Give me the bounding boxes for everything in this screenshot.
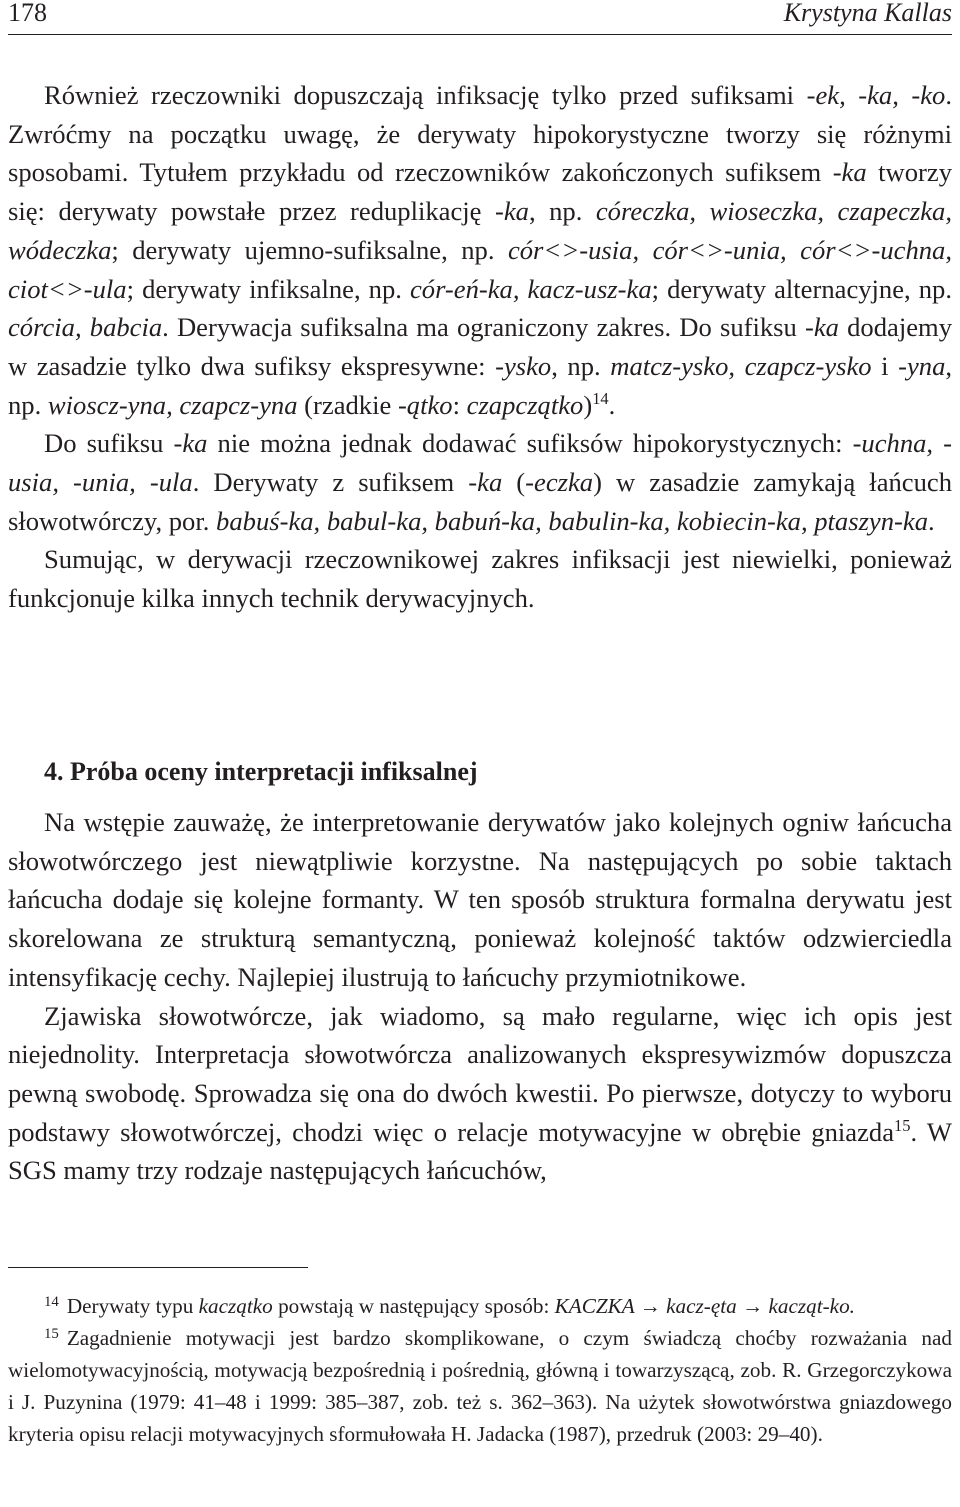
body-upper	[8, 76, 952, 618]
footnote-ref-14[interactable]: 14	[592, 388, 609, 408]
paragraph-3: Sumując, w derywacji rzeczownikowej zakres infiksacji jest niewielki, ponieważ funkcjonuje kilka innych technik derywacyjnych.	[8, 544, 952, 614]
footnote-separator	[8, 1267, 308, 1268]
footnotes	[8, 1290, 952, 1450]
footnote-number: 15	[44, 1326, 59, 1343]
section-title: Próba oceny interpretacji infiksalnej	[70, 757, 478, 786]
paragraph-2: Do sufiksu -ka nie można jednak dodawać sufiksów hipokorystycznych: -uchna, -usia, -unia, -ula. Derywaty z sufiksem -ka (-eczka) w zasadzie zamykają łańcuch słowotwórczy, por. babuś-ka, babul-ka, babuń-ka, babulin-ka, kobiecin-ka, ptaszyn-ka.	[8, 428, 952, 536]
paragraph-1: Również rzeczowniki dopuszczają infiksację tylko przed sufiksami -ek, -ka, -ko. Zwróćmy na początku uwagę, że derywaty hipokorystyczne tworzy się różnymi sposobami. Tytułem przykładu od rzeczowników zakończonych sufiksem -ka tworzy się: derywaty powstałe przez reduplikację -ka, np. córeczka, wioseczka, czapeczka, wódeczka; derywaty ujemno-sufiksalne, np. cór<>-usia, cór<>-unia, cór<>-uchna, ciot<>-ula; derywaty infiksalne, np. cór-eń-ka, kacz-usz-ka; derywaty alternacyjne, np. córcia, babcia. Derywacja sufiksalna ma ograniczony zakres. Do sufiksu -ka dodajemy w zasadzie tylko dwa sufiksy ekspresywne: -ysko, np. matcz-ysko, czapcz-ysko i -yna, np. wioscz-yna, czapcz-yna (rzadkie -ątko: czapcz​ątko)$^{14}$.	[8, 80, 953, 420]
section-number: 4.	[44, 757, 64, 786]
footnote-ref-15[interactable]: 15	[894, 1115, 911, 1135]
footnote-15: $^{15}$ Zagadnienie motywacji jest bardzo skomplikowane, o czym świadczą choćby rozważania nad wielomotywacyjnością, motywacją bezpośrednią i pośrednią, główną i towarzyszącą, zob. R. Grzegorczykowa i J. Puzynina (1979: 41–48 i 1999: 385–387, zob. też s. 362–363). Na użytek słowotwórstwa gniazdowego kryteria opisu relacji motywacyjnych sformułowała H. Jadacka (1987), przedruk (2003: 29–40).	[8, 1326, 952, 1446]
running-author: Krystyna Kallas	[783, 0, 952, 27]
body-lower	[8, 803, 952, 1190]
running-header	[8, 0, 952, 35]
page-number: 178	[8, 0, 47, 27]
paragraph-5: Zjawiska słowotwórcze, jak wiadomo, są mało regularne, więc ich opis jest niejednolity. Interpretacja słowotwórcza analizowanych ekspresywizmów dopuszcza pewną swobodę. Sprowadza się ona do dwóch kwestii. Po pierwsze, dotyczy to wyboru podstawy słowotwórczej, chodzi więc o relacje motywacyjne w obrębie gniazda$^{15}$. W SGS mamy trzy rodzaje następujących łańcuchów,	[8, 1000, 952, 1186]
footnote-number: 14	[44, 1294, 59, 1311]
section-heading	[44, 753, 478, 791]
paragraph-4: Na wstępie zauważę, że interpretowanie derywatów jako kolejnych ogniw łańcucha słowotwórczego jest niewątpliwie korzystne. Na następujących po sobie taktach łańcucha dodaje się kolejne formanty. W ten sposób struktura formalna derywatu jest skorelowana ze strukturą semantyczną, ponieważ kolejność taktów odzwierciedla intensyfikację cechy. Najlepiej ilustrują to łańcuchy przymiotnikowe.	[8, 807, 952, 992]
footnote-14: $^{14}$ Derywaty typu kaczątko powstają w następujący sposób: KACZKA → kacz-ęta → kacząt-ko.	[44, 1294, 855, 1318]
